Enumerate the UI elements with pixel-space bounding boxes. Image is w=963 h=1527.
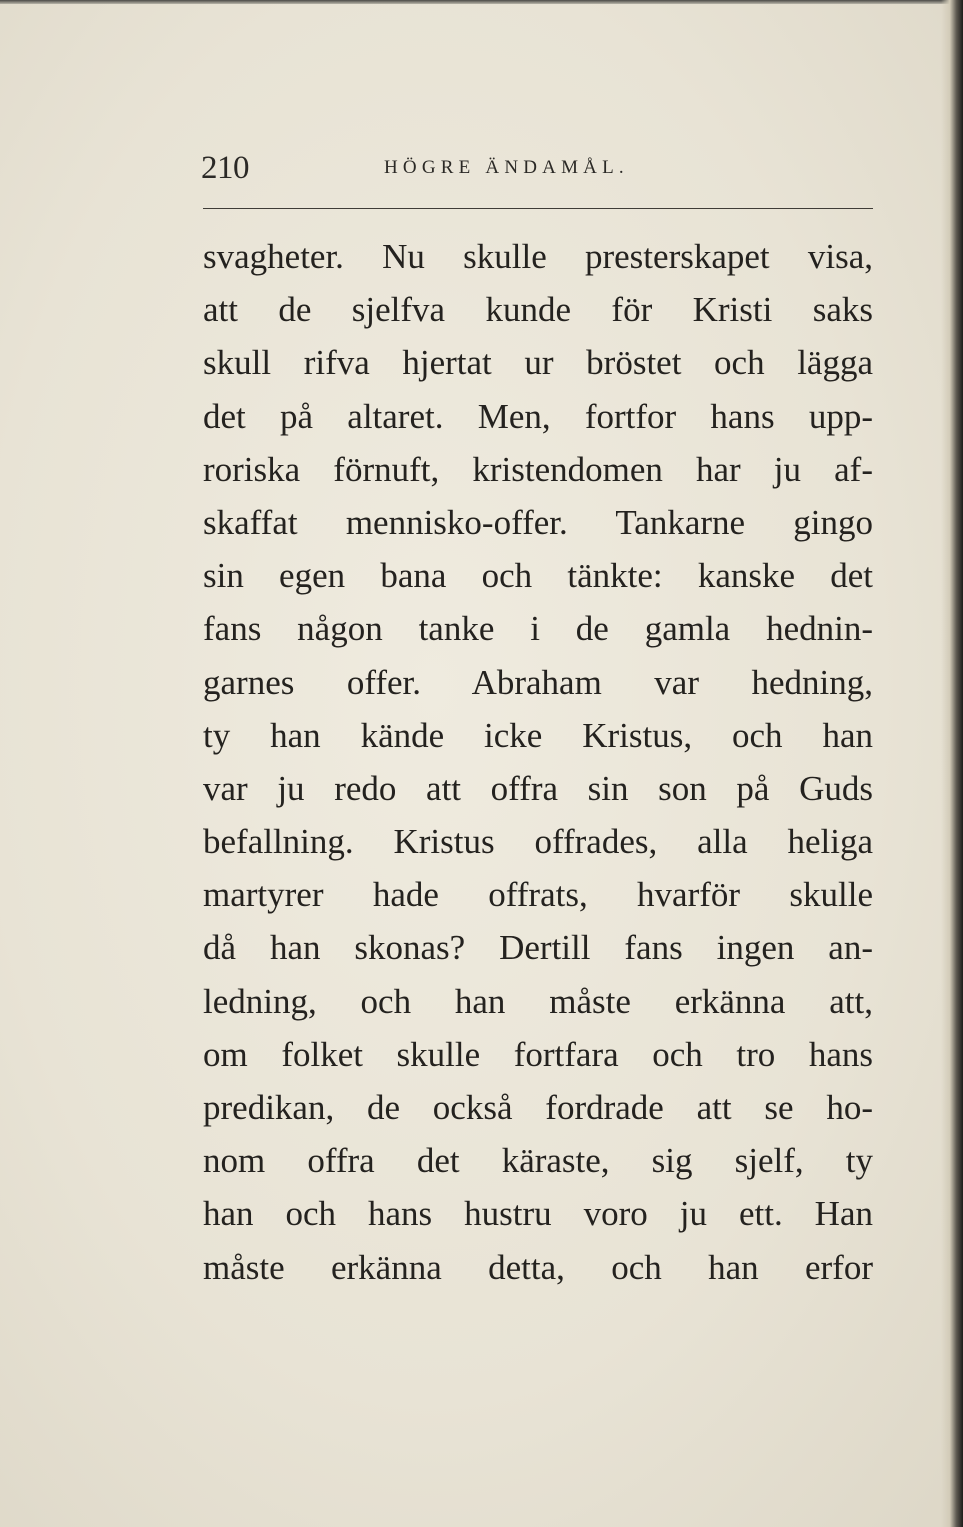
text-line: då han skonas? Dertill fans ingen an- <box>203 928 873 968</box>
text-line: svagheter. Nu skulle presterskapet visa, <box>203 237 873 276</box>
text-line: det på altaret. Men, fortfor hans upp- <box>203 396 873 436</box>
text-line: befallning. Kristus offrades, alla heliga <box>203 822 873 862</box>
page-top-edge <box>0 0 963 4</box>
text-line: han och hans hustru voro ju ett. Han <box>203 1194 873 1234</box>
text-line: ty han kände icke Kristus, och han <box>203 715 873 755</box>
text-line: var ju redo att offra sin son på Guds <box>203 768 873 808</box>
text-line: skaffat mennisko-offer. Tankarne gingo <box>203 502 873 542</box>
body-text <box>203 230 873 1294</box>
text-line: skull rifva hjertat ur bröstet och lägga <box>203 343 873 383</box>
page-header <box>201 148 873 188</box>
text-line: fans någon tanke i de gamla hednin- <box>203 609 873 649</box>
text-line: ledning, och han måste erkänna att, <box>203 981 873 1021</box>
text-line: måste erkänna detta, och han erfor <box>203 1247 873 1287</box>
text-line: roriska förnuft, kristendomen har ju af- <box>203 449 873 489</box>
text-line: att de sjelfva kunde för Kristi saks <box>203 290 873 330</box>
page-number: 210 <box>201 150 249 186</box>
page-binding-edge <box>941 0 963 1527</box>
text-line: martyrer hade offrats, hvarför skulle <box>203 875 873 915</box>
text-line: nom offra det käraste, sig sjelf, ty <box>203 1141 873 1181</box>
header-rule <box>203 208 873 209</box>
text-line: garnes offer. Abraham var hedning, <box>203 662 873 702</box>
text-line: sin egen bana och tänkte: kanske det <box>203 556 873 596</box>
text-line: om folket skulle fortfara och tro hans <box>203 1034 873 1074</box>
running-title: HÖGRE ÄNDAMÅL. <box>384 157 629 178</box>
text-line: predikan, de också fordrade att se ho- <box>203 1088 873 1127</box>
